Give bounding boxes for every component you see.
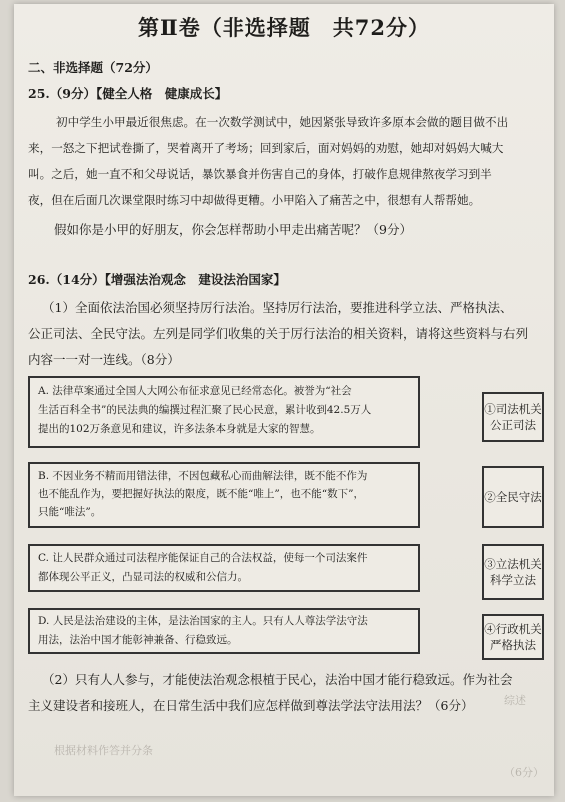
material-box-b	[28, 462, 420, 528]
material-box-d	[28, 608, 420, 654]
material-b-line: 也不能乱作为，要把握好执法的限度，既不能“唯上”，也不能“数下”，	[38, 488, 364, 500]
match-2-line: ②全民守法	[484, 490, 542, 504]
match-box-3	[482, 544, 544, 600]
q25-line: 初中学生小甲最近很焦虑。在一次数学测试中，她因紧张导致许多原本会做的题目做不出	[56, 115, 509, 129]
q25-question: 假如你是小甲的好朋友，你会怎样帮助小甲走出痛苦呢？（9分）	[54, 222, 412, 237]
material-a-line: 生活百科全书”的民法典的编撰过程汇聚了民心民意，累计收到42.5万人	[38, 404, 372, 416]
match-box-4	[482, 614, 544, 660]
q26-part2-line: 主义建设者和接班人，在日常生活中我们应怎样做到尊法学法守法用法？（6分）	[28, 698, 474, 713]
match-1-line: ①司法机关	[484, 402, 542, 416]
bleed-through-text: 综述	[504, 694, 526, 707]
material-box-c	[28, 544, 420, 592]
section-heading: 二、非选择题（72分）	[28, 60, 158, 75]
match-4-line: 严格执法	[490, 638, 536, 652]
q25-line: 来，一怒之下把试卷撕了，哭着离开了考场；回到家后，面对妈妈的劝慰，她却对妈妈大喊大	[28, 141, 504, 155]
material-b-line: 只能“唯法”。	[38, 506, 102, 518]
bleed-through-text: （6分）	[504, 766, 544, 779]
q25-line: 叫。之后，她一直不和父母说话，暴饮暴食并伤害自己的身体，打破作息规律熬夜学习到半	[28, 167, 492, 181]
material-d-line: 用法，法治中国才能彰神兼备、行稳致远。	[38, 634, 238, 646]
bleed-through-text: 根据材料作答并分条	[54, 744, 153, 757]
q25-header: 25.（9分）【健全人格 健康成长】	[28, 86, 228, 101]
q26-part2-line: （2）只有人人参与，才能使法治观念根植于民心，法治中国才能行稳致远。作为社会	[42, 672, 513, 687]
material-c-line: 都体现公平正义，凸显司法的权威和公信力。	[38, 571, 248, 583]
material-box-a	[28, 376, 420, 448]
page-title: 第Ⅱ卷（非选择题 共72分）	[138, 15, 430, 40]
match-1-line: 公正司法	[490, 418, 536, 432]
match-3-line: ③立法机关	[484, 557, 542, 571]
match-box-2	[482, 466, 544, 528]
material-a-line: 提出的102万条意见和建议，许多法条本身就是大家的智慧。	[38, 423, 321, 435]
exam-paper	[14, 4, 554, 796]
q26-header: 26.（14分）【增强法治观念 建设法治国家】	[28, 272, 286, 287]
match-4-line: ④行政机关	[484, 622, 542, 636]
match-box-1	[482, 392, 544, 442]
material-c-line: C. 让人民群众通过司法程序能保证自己的合法权益，使每一个司法案件	[38, 552, 368, 564]
q26-part1-line: （1）全面依法治国必须坚持厉行法治。坚持厉行法治，要推进科学立法、严格执法、	[42, 300, 513, 315]
q25-line: 夜，但在后面几次课堂限时练习中却做得更糟。小甲陷入了痛苦之中，很想有人帮帮她。	[28, 193, 481, 207]
q26-part1-line: 公正司法、全民守法。左列是同学们收集的关于厉行法治的相关资料，请将这些资料与右列	[28, 326, 529, 341]
match-3-line: 科学立法	[490, 573, 536, 587]
material-d-line: D. 人民是法治建设的主体，是法治国家的主人。只有人人尊法学法守法	[38, 615, 368, 627]
material-b-line: B. 不因业务不精而用错法律，不因包藏私心而曲解法律，既不能不作为	[38, 470, 368, 482]
q26-part1-line: 内容一一对一连线。（8分）	[28, 352, 180, 367]
material-a-line: A. 法律草案通过全国人大网公布征求意见已经常态化。被誉为“社会	[38, 385, 352, 397]
